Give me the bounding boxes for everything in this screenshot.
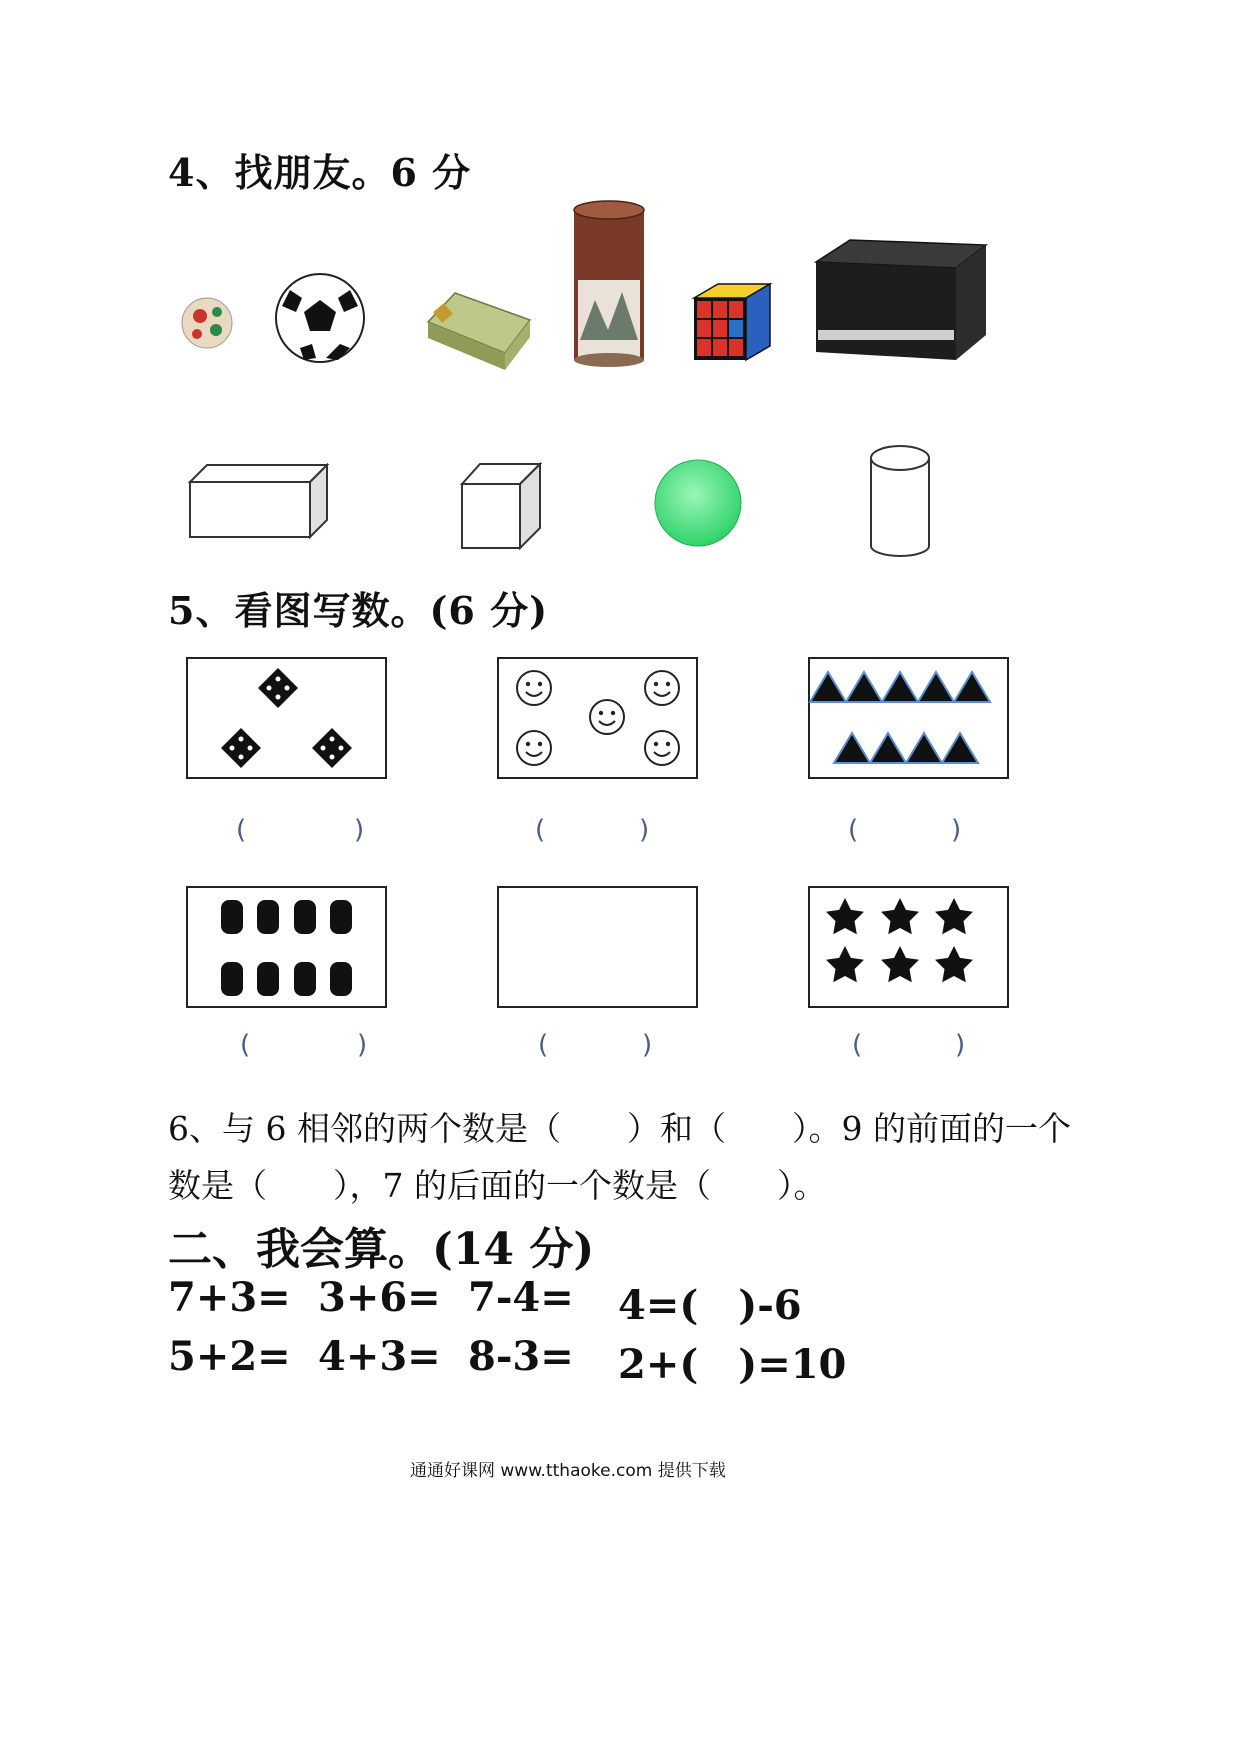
footer-credit: 通通好课网 www.tthaoke.com 提供下载: [410, 1461, 726, 1481]
smiley-icon: [590, 700, 624, 734]
q6-line-2: 数是（ ），7 的后面的一个数是（ ）。: [168, 1166, 827, 1205]
equation: 3+6=: [318, 1274, 441, 1321]
triangle-icon: [906, 733, 942, 763]
triangle-icon: [834, 733, 870, 763]
equation: 7-4=: [468, 1274, 574, 1321]
diamond-icon: [258, 668, 298, 708]
rounded-rect-icon: [257, 962, 279, 996]
rounded-rect-icon: [330, 962, 352, 996]
answer-paren-close: ): [955, 1030, 966, 1060]
equation: 4+3=: [318, 1333, 441, 1380]
rounded-rect-icon: [257, 900, 279, 934]
answer-paren-open: (: [848, 815, 859, 845]
smiley-icon: [645, 731, 679, 765]
diamond-icon: [221, 728, 261, 768]
q4-heading: 4、找朋友。6 分: [168, 150, 472, 195]
answer-paren-close: ): [357, 1030, 368, 1060]
answer-paren-open: (: [538, 1030, 549, 1060]
equation: 7+3=: [168, 1274, 291, 1321]
rounded-rect-icon: [221, 900, 243, 934]
triangle-icon: [846, 672, 882, 702]
triangle-icon: [810, 672, 846, 702]
triangle-icon: [954, 672, 990, 702]
star-icon: [935, 898, 973, 934]
answer-paren-open: (: [535, 815, 546, 845]
answer-paren-close: ): [639, 815, 650, 845]
answer-paren-open: (: [236, 815, 247, 845]
answer-paren-open: (: [240, 1030, 251, 1060]
rounded-rect-icon: [294, 962, 316, 996]
answer-paren-close: ): [354, 815, 365, 845]
triangle-icon: [870, 733, 906, 763]
smiley-icon: [517, 731, 551, 765]
section-2-heading: 二、我会算。(14 分): [168, 1224, 595, 1275]
smiley-icon: [645, 671, 679, 705]
star-icon: [881, 898, 919, 934]
triangle-icon: [882, 672, 918, 702]
star-icon: [826, 898, 864, 934]
answer-paren-close: ): [642, 1030, 653, 1060]
triangle-icon: [918, 672, 954, 702]
star-icon: [935, 946, 973, 982]
answer-paren-open: (: [852, 1030, 863, 1060]
triangle-icon: [942, 733, 978, 763]
answer-paren-close: ): [951, 815, 962, 845]
star-icon: [881, 946, 919, 982]
equation: 2+( )=10: [618, 1341, 847, 1388]
equation: 4=( )-6: [618, 1282, 802, 1329]
q5-heading: 5、看图写数。(6 分): [168, 588, 549, 633]
q6-line-1: 6、与 6 相邻的两个数是（ ）和（ ）。9 的前面的一个: [168, 1109, 1071, 1148]
smiley-icon: [517, 671, 551, 705]
star-icon: [826, 946, 864, 982]
equation: 5+2=: [168, 1333, 291, 1380]
diamond-icon: [312, 728, 352, 768]
rounded-rect-icon: [330, 900, 352, 934]
rounded-rect-icon: [221, 962, 243, 996]
equation: 8-3=: [468, 1333, 574, 1380]
rounded-rect-icon: [294, 900, 316, 934]
